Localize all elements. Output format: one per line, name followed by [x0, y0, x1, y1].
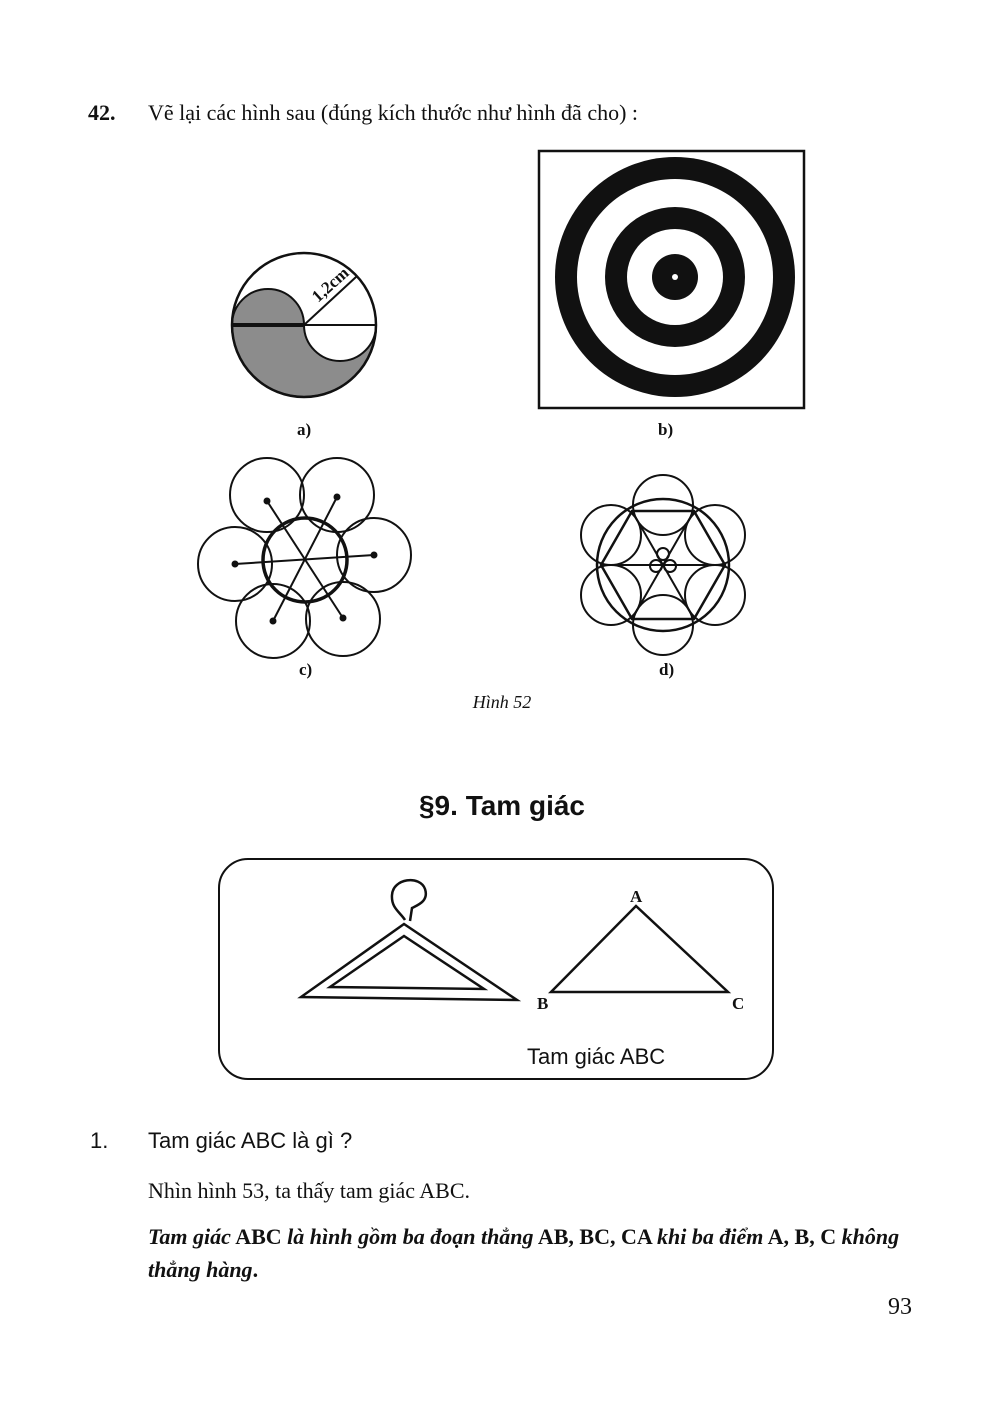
definition-part: là hình gồm ba đoạn thẳng: [287, 1224, 534, 1249]
heading-number: 1.: [90, 1128, 109, 1153]
figure-d: [581, 475, 745, 655]
definition-part: AB, BC, CA: [533, 1224, 658, 1249]
figure-c: [198, 458, 411, 658]
exercise-text: Vẽ lại các hình sau (đúng kích thước như hình đã cho) :: [148, 100, 639, 125]
definition-part: A, B, C: [763, 1224, 842, 1249]
exercise-number: 42.: [88, 100, 116, 125]
label-c: c): [299, 660, 313, 679]
label-b: b): [658, 420, 674, 439]
paragraph: Nhìn hình 53, ta thấy tam giác ABC.: [148, 1178, 471, 1203]
definition-part: không thẳng hàng: [148, 1224, 900, 1282]
section-title: §9. Tam giác: [418, 790, 585, 821]
label-d: d): [659, 660, 675, 679]
definition-part: ABC: [230, 1224, 288, 1249]
heading-title: Tam giác ABC là gì ?: [148, 1128, 353, 1153]
figure-b: [539, 151, 804, 408]
vertex-c-label: C: [732, 994, 745, 1013]
figure-53-box: [218, 858, 774, 1080]
definition-part: .: [252, 1257, 259, 1282]
vertex-a-label: A: [630, 887, 643, 906]
figure-53-caption: Tam giác ABC: [527, 1044, 666, 1069]
definition-part: khi ba điểm: [657, 1224, 764, 1249]
figure-caption: Hình 52: [472, 692, 532, 712]
definition: [148, 1220, 928, 1286]
label-a: a): [297, 420, 312, 439]
page-number: 93: [888, 1294, 912, 1320]
definition-part: Tam giác: [148, 1224, 231, 1249]
dimension-label: 1,2cm: [307, 263, 353, 306]
figure-a: [232, 253, 376, 397]
vertex-b-label: B: [537, 994, 549, 1013]
